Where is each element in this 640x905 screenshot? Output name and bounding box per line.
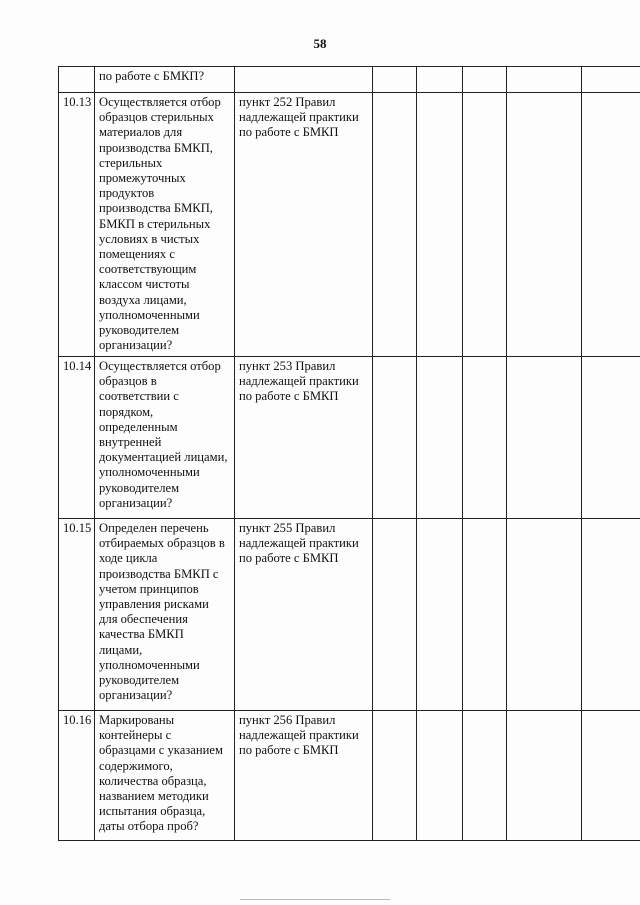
question-cell: по работе с БМКП? (95, 67, 235, 93)
answer-cell (373, 519, 417, 711)
table-row (59, 711, 640, 841)
question-cell: Осуществляется отбор образцов в соответствии с порядком, определенным внутренней документацией лицами, уполномоченными руководителем организации? (95, 357, 235, 519)
answer-cell (463, 93, 507, 357)
question-cell: Осуществляется отбор образцов стерильных материалов для производства БМКП, стерильных промежуточных продуктов производства БМКП, БМКП в стерильных условиях в чистых помещениях с соответствующим классом чистоты воздуха лицами, уполномоченными руководителем организации? (95, 93, 235, 357)
page-number: 58 (313, 36, 327, 51)
notes-cell (582, 711, 640, 841)
answer-cell (417, 519, 463, 711)
notes-cell (582, 67, 640, 93)
answer-cell (373, 357, 417, 519)
row-number: 10.16 (59, 711, 95, 841)
notes-cell (582, 519, 640, 711)
reference-cell (235, 67, 373, 93)
answer-cell (463, 711, 507, 841)
scan-edge-line (240, 899, 390, 900)
question-cell: Определен перечень отбираемых образцов в ходе цикла производства БМКП с учетом принципов управления рисками для обеспечения качества БМКП лицами, уполномоченными руководителем организации? (95, 519, 235, 711)
answer-cell (417, 93, 463, 357)
answer-cell (507, 93, 582, 357)
reference-cell: пункт 253 Правил надлежащей практики по работе с БМКП (235, 357, 373, 519)
answer-cell (373, 67, 417, 93)
checklist-table (58, 66, 640, 841)
answer-cell (507, 67, 582, 93)
question-cell: Маркированы контейнеры с образцами с указанием содержимого, количества образца, названием методики испытания образца, даты отбора проб? (95, 711, 235, 841)
answer-cell (507, 357, 582, 519)
answer-cell (463, 67, 507, 93)
row-number (59, 67, 95, 93)
table-row (59, 67, 640, 93)
row-number: 10.13 (59, 93, 95, 357)
answer-cell (507, 519, 582, 711)
answer-cell (417, 357, 463, 519)
reference-cell: пункт 252 Правил надлежащей практики по работе с БМКП (235, 93, 373, 357)
table-row (59, 519, 640, 711)
answer-cell (373, 711, 417, 841)
answer-cell (463, 357, 507, 519)
reference-cell: пункт 255 Правил надлежащей практики по работе с БМКП (235, 519, 373, 711)
answer-cell (507, 711, 582, 841)
answer-cell (417, 711, 463, 841)
table-row (59, 93, 640, 357)
answer-cell (463, 519, 507, 711)
answer-cell (417, 67, 463, 93)
table-row (59, 357, 640, 519)
row-number: 10.15 (59, 519, 95, 711)
notes-cell (582, 93, 640, 357)
notes-cell (582, 357, 640, 519)
row-number: 10.14 (59, 357, 95, 519)
reference-cell: пункт 256 Правил надлежащей практики по работе с БМКП (235, 711, 373, 841)
answer-cell (373, 93, 417, 357)
